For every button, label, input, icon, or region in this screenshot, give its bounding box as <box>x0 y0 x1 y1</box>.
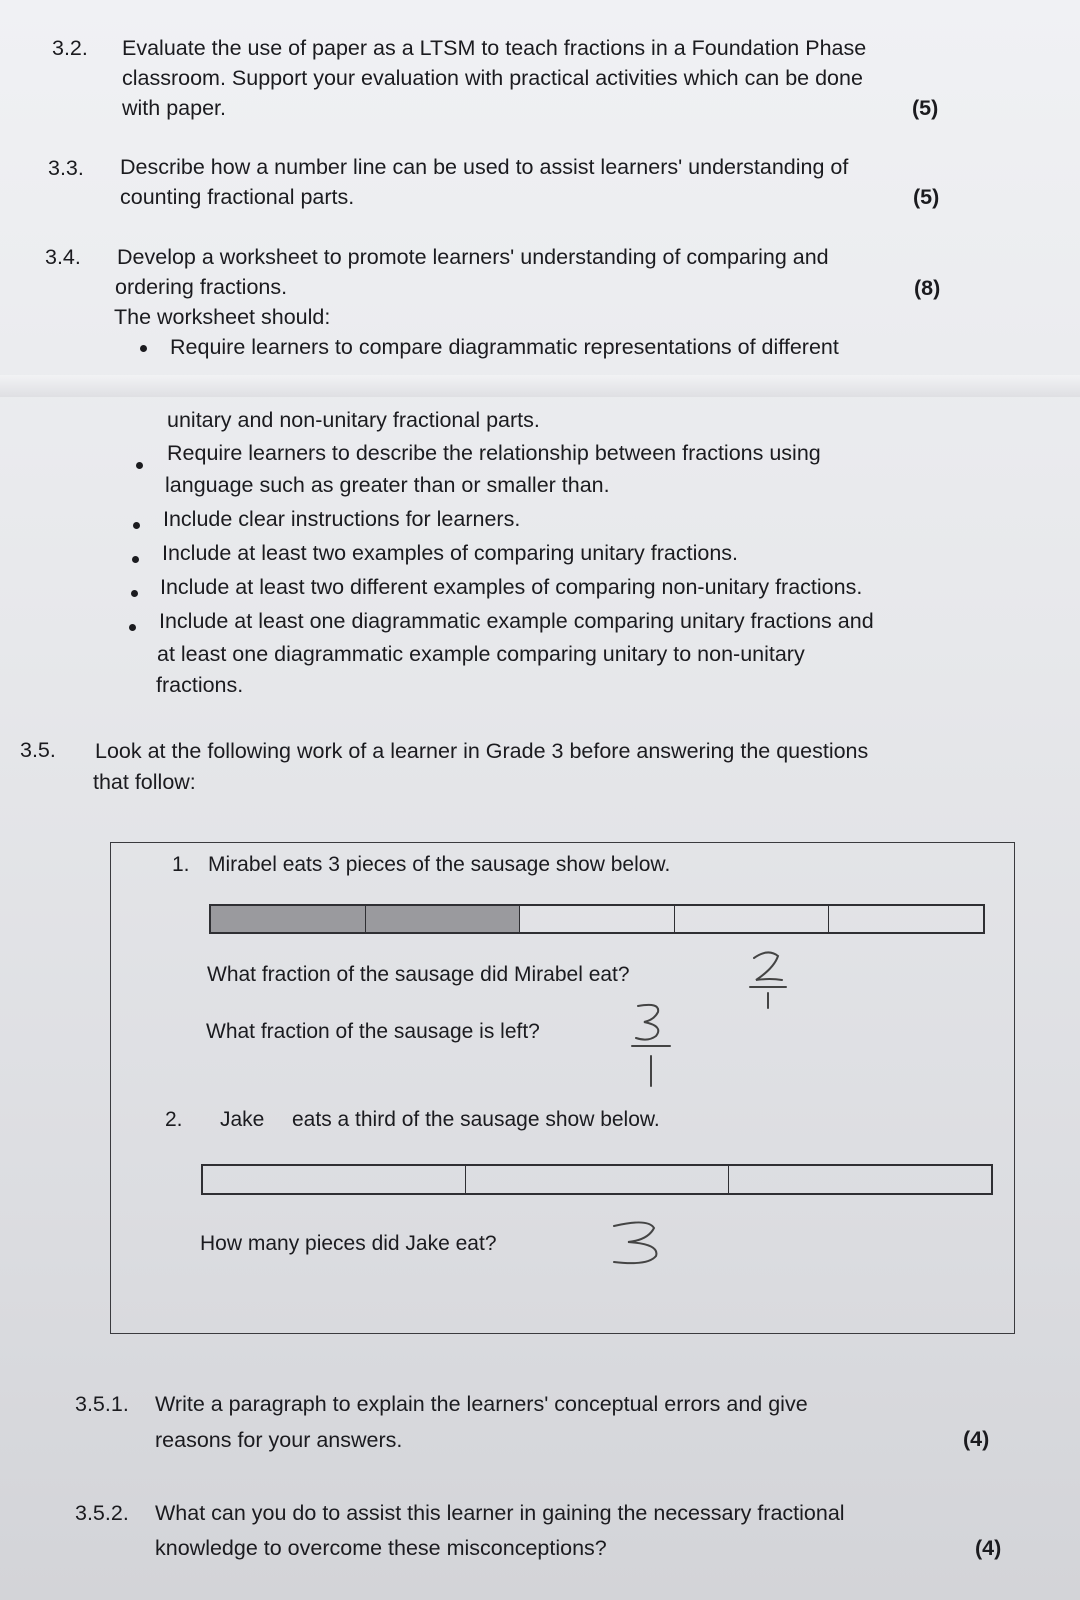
q351-number: 3.5.1. <box>75 1392 129 1416</box>
bullet-2-line-2: language such as greater than or smaller than. <box>165 473 610 497</box>
bullet-dot <box>129 624 136 631</box>
q33-line-1: Describe how a number line can be used to assist learners' understanding of <box>120 155 849 179</box>
q33-line-2: counting fractional parts. <box>120 185 355 209</box>
bullet-4-line-1: Include at least two examples of comparing unitary fractions. <box>162 541 739 565</box>
sausage-piece-shaded <box>211 906 366 932</box>
sausage-piece <box>829 906 983 932</box>
q35-line-2: that follow: <box>93 770 196 794</box>
task2-number: 2. <box>165 1108 183 1131</box>
q32-marks: (5) <box>912 96 939 120</box>
task1-question-b: What fraction of the sausage is left? <box>206 1020 540 1043</box>
task2-question: How many pieces did Jake eat? <box>200 1232 497 1255</box>
q34-intro: The worksheet should: <box>114 305 331 329</box>
bullet-1-line-2: unitary and non-unitary fractional parts. <box>167 408 540 432</box>
bullet-6-line-2: at least one diagrammatic example comparing unitary to non-unitary <box>157 642 805 666</box>
sausage-bar-5-parts <box>209 904 985 934</box>
q34-line-2: ordering fractions. <box>115 275 288 299</box>
handwritten-answer-b <box>630 1000 672 1095</box>
task2-text: eats a third of the sausage show below. <box>292 1108 660 1131</box>
bullet-dot <box>132 556 139 563</box>
handwritten-answer-c <box>608 1218 668 1273</box>
bullet-1-line-1: Require learners to compare diagrammatic representations of different <box>170 335 839 359</box>
q352-number: 3.5.2. <box>75 1501 129 1525</box>
q33-marks: (5) <box>913 185 940 209</box>
q34-marks: (8) <box>914 276 941 300</box>
q34-number: 3.4. <box>45 245 81 269</box>
sausage-piece <box>203 1166 466 1193</box>
task1-text: Mirabel eats 3 pieces of the sausage show below. <box>208 853 671 876</box>
task1-number: 1. <box>172 853 190 876</box>
sausage-piece <box>729 1166 991 1193</box>
q32-line-3: with paper. <box>122 96 226 120</box>
sausage-piece <box>466 1166 729 1193</box>
sausage-piece <box>520 906 675 932</box>
task2-name: Jake <box>220 1108 265 1131</box>
bullet-dot <box>131 590 138 597</box>
q352-line-1: What can you do to assist this learner in gaining the necessary fractional <box>155 1501 845 1525</box>
q34-line-1: Develop a worksheet to promote learners' understanding of comparing and <box>117 245 829 269</box>
bullet-dot <box>140 345 147 352</box>
bullet-6-line-3: fractions. <box>156 673 244 697</box>
handwritten-answer-a <box>748 948 788 1015</box>
q35-number: 3.5. <box>20 738 56 762</box>
paper-fold <box>0 375 1080 397</box>
q33-number: 3.3. <box>48 156 84 180</box>
bullet-dot <box>136 462 143 469</box>
sausage-piece <box>675 906 830 932</box>
bullet-5-line-1: Include at least two different examples of comparing non-unitary fractions. <box>160 575 863 599</box>
q32-number: 3.2. <box>52 36 88 60</box>
q35-line-1: Look at the following work of a learner in Grade 3 before answering the questions <box>95 739 869 763</box>
bullet-dot <box>133 522 140 529</box>
q32-line-1: Evaluate the use of paper as a LTSM to teach fractions in a Foundation Phase <box>122 36 867 60</box>
bullet-2-line-1: Require learners to describe the relationship between fractions using <box>167 441 821 465</box>
sausage-bar-3-parts <box>201 1164 993 1195</box>
bullet-3-line-1: Include clear instructions for learners. <box>163 507 521 531</box>
q352-marks: (4) <box>975 1536 1002 1560</box>
q352-line-2: knowledge to overcome these misconceptions? <box>155 1536 607 1560</box>
task1-question-a: What fraction of the sausage did Mirabel eat? <box>207 963 630 986</box>
sausage-piece-shaded <box>366 906 521 932</box>
q351-line-1: Write a paragraph to explain the learners' conceptual errors and give <box>155 1392 808 1416</box>
q351-marks: (4) <box>963 1427 990 1451</box>
q351-line-2: reasons for your answers. <box>155 1428 403 1452</box>
q32-line-2: classroom. Support your evaluation with practical activities which can be done <box>122 66 863 90</box>
bullet-6-line-1: Include at least one diagrammatic example comparing unitary fractions and <box>159 609 874 633</box>
